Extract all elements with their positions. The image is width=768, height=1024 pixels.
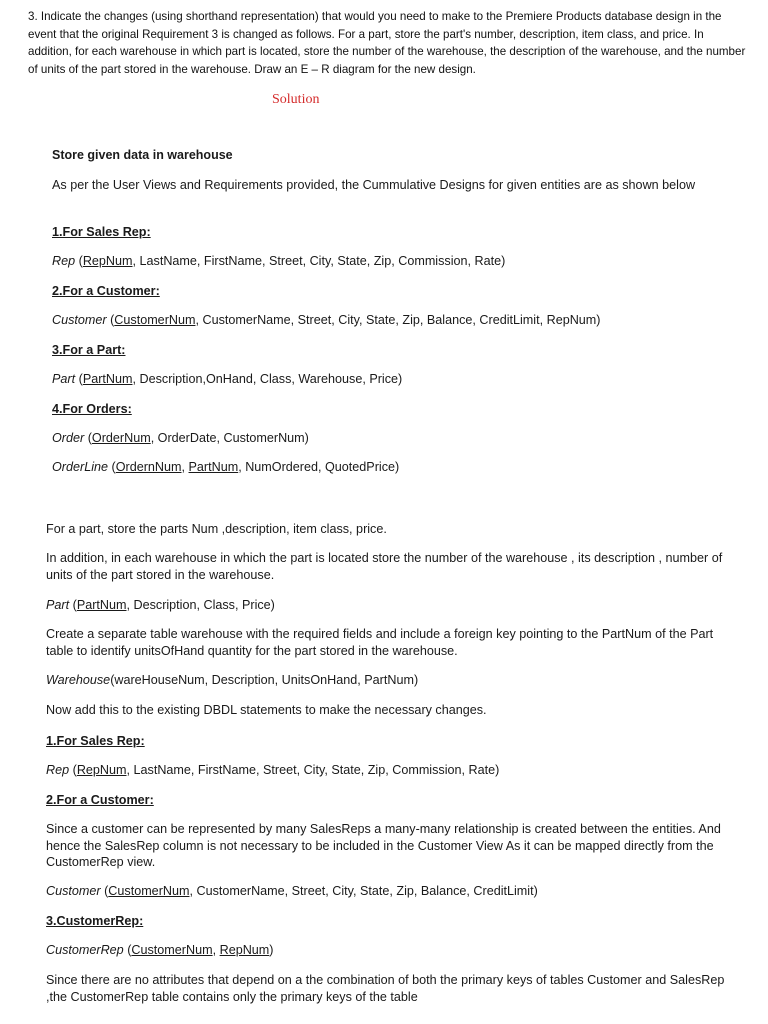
customer-table-name: Customer [52,313,107,327]
rep-columns-2: , LastName, FirstName, Street, City, State, Zip, Commission, Rate) [126,763,500,777]
many-many-paragraph: Since a customer can be represented by many SalesReps a many-many relationship is created between the entities. And hence the SalesRep column is not necessary to be included in the Customer View As it can be mapped directly from the CustomerRep view. [46,822,721,869]
orderline-primary-key-2: PartNum [188,460,239,474]
warehouse-requirement-paragraph: In addition, in each warehouse in which the part is located store the number of the warehouse , its description , number of units of the part stored in the warehouse. [46,551,723,582]
dbdl-paragraph: Now add this to the existing DBDL statements to make the necessary changes. [46,703,487,717]
customer-heading: 2.For a Customer: [52,284,160,298]
rep-table-name-2: Rep [46,763,70,777]
orderline-columns: , NumOrdered, QuotedPrice) [238,460,400,474]
sales-rep-heading-2: 1.For Sales Rep: [46,734,145,748]
sales-rep-heading: 1.For Sales Rep: [52,225,151,239]
order-table-name: Order [52,431,85,445]
section-title: Store given data in warehouse [52,148,233,162]
customerrep-explanation-paragraph: Since there are no attributes that depend on a the combination of both the primary keys of tables Customer and SalesRep ,the CustomerRep table contains only the primary keys of the table [46,973,725,1004]
rep-columns: , LastName, FirstName, Street, City, State, Zip, Commission, Rate) [132,254,506,268]
customerrep-table-name: CustomerRep [46,943,124,957]
order-relation: Order (OrderNum, OrderDate, CustomerNum) [52,431,309,445]
new-part-table-name: Part [46,598,70,612]
customerrep-primary-key-1: CustomerNum [131,943,213,957]
customer-relation: Customer (CustomerNum, CustomerName, Street, City, State, Zip, Balance, CreditLimit, RepNum) [52,313,601,327]
orders-heading: 4.For Orders: [52,402,132,416]
customer-table-name-2: Customer [46,884,101,898]
solution-heading: Solution [272,92,320,107]
customer-columns-2: , CustomerName, Street, City, State, Zip, Balance, CreditLimit) [189,884,538,898]
customer-columns: , CustomerName, Street, City, State, Zip, Balance, CreditLimit, RepNum) [195,313,601,327]
new-part-columns: , Description, Class, Price) [126,598,275,612]
customer-heading-2: 2.For a Customer: [46,793,154,807]
new-part-primary-key: PartNum [76,598,127,612]
rep-relation-2: Rep (RepNum, LastName, FirstName, Street, City, State, Zip, Commission, Rate) [46,763,500,777]
customer-relation-2: Customer (CustomerNum, CustomerName, Street, City, State, Zip, Balance, CreditLimit) [46,884,538,898]
orderline-table-name: OrderLine [52,460,109,474]
warehouse-relation [46,672,736,689]
order-columns: , OrderDate, CustomerNum) [150,431,309,445]
rep-primary-key-2: RepNum [76,763,127,777]
part-columns: , Description,OnHand, Class, Warehouse, Price) [132,372,403,386]
customerrep-key-separator: , [212,943,220,957]
part-relation: Part (PartNum, Description,OnHand, Class, Warehouse, Price) [52,372,403,386]
new-part-relation: Part (PartNum, Description, Class, Price) [46,598,275,612]
part-heading: 3.For a Part: [52,343,126,357]
customer-primary-key-2: CustomerNum [108,884,190,898]
customerrep-heading: 3.CustomerRep: [46,914,144,928]
intro-paragraph: As per the User Views and Requirements provided, the Cummulative Designs for given entities are as shown below [52,178,696,192]
orderline-primary-key-1: OrdernNum [115,460,182,474]
rep-table-name: Rep [52,254,76,268]
customerrep-primary-key-2: RepNum [219,943,270,957]
rep-primary-key: RepNum [82,254,133,268]
warehouse-table-paragraph: Create a separate table warehouse with the required fields and include a foreign key pointing to the PartNum of the Part table to identify unitsOfHand quantity for the part stored in the warehouse. [46,627,714,658]
question-text: 3. Indicate the changes (using shorthand representation) that would you need to make to the Premiere Products database design in the event that the original Requirement 3 is changed as follows. For a part, store the part's number, description, item class, and price. In addition, for each warehouse in which part is located, store the number of the warehouse, the description of the warehouse, and the number of units of the part stored in the warehouse. Draw an E – R diagram for the new design. [28,10,746,76]
part-requirement-paragraph: For a part, store the parts Num ,description, item class, price. [46,522,387,536]
order-primary-key: OrderNum [91,431,151,445]
orderline-relation: OrderLine (OrdernNum, PartNum, NumOrdered, QuotedPrice) [52,460,400,474]
warehouse-table-name: Warehouse [46,673,111,687]
orderline-key-separator: , [181,460,189,474]
part-table-name: Part [52,372,76,386]
customer-primary-key: CustomerNum [114,313,196,327]
part-primary-key: PartNum [82,372,133,386]
customerrep-relation: CustomerRep (CustomerNum, RepNum) [46,943,274,957]
rep-relation: Rep (RepNum, LastName, FirstName, Street, City, State, Zip, Commission, Rate) [52,254,506,268]
warehouse-columns: (wareHouseNum, Description, UnitsOnHand, PartNum) [110,673,419,687]
